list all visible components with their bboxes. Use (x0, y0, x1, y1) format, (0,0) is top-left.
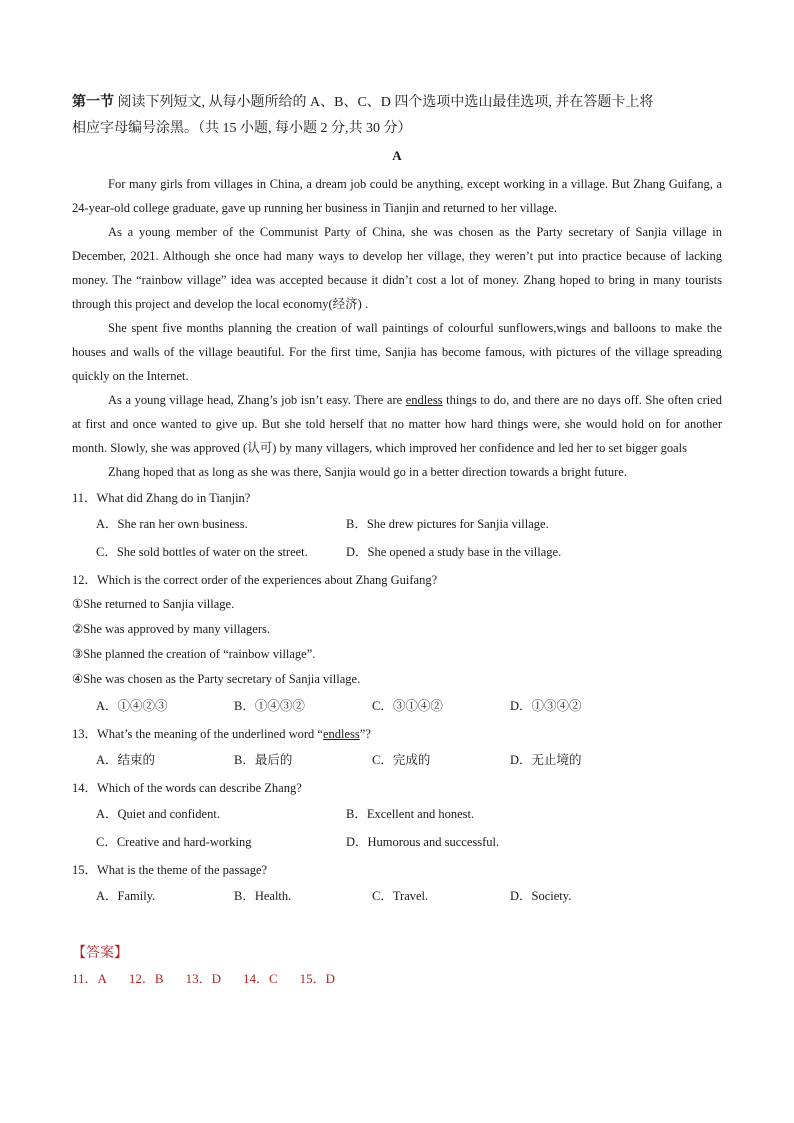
answer-item: 12．B (128, 971, 164, 986)
section-label: 第一节 (72, 95, 114, 110)
p4-text-before: As a young village head, Zhang’s job isn’t easy. There are (108, 393, 406, 407)
q12-option-d[interactable]: D．①③④② (510, 699, 582, 713)
question-13-stem (72, 722, 722, 746)
q13-option-a[interactable]: A．结束的 (96, 753, 156, 767)
passage-letter: A (392, 148, 402, 163)
q15-option-a[interactable]: A．Family. (96, 889, 156, 903)
passage-paragraph-2: As a young member of the Communist Party of China, she was chosen as the Party secretary of Sanjia village in December, 2021. Although she once had many ways to develop her village, they weren’t put into practice because of lacking money. The “rainbow village” idea was accepted because it didn’t cost a lot of money. Zhang hoped to bring in many tourists through this project and develop the local economy(经济) . (72, 225, 722, 311)
q13-stem-after: ”? (359, 727, 371, 741)
q12-event-2: ②She was approved by many villagers. (72, 622, 270, 636)
q11-option-a[interactable]: A．She ran her own business. (96, 517, 248, 531)
q13-option-b[interactable]: B．最后的 (234, 753, 293, 767)
q12-option-c[interactable]: C．③①④② (372, 699, 443, 713)
passage-paragraph-5: Zhang hoped that as long as she was there, Sanjia would go in a better direction towards a bright future. (108, 465, 627, 479)
passage-paragraph-4 (72, 388, 722, 460)
answer-heading: 【答案】 (72, 945, 128, 961)
exam-page (72, 90, 722, 992)
q11-option-d[interactable]: D．She opened a study base in the village. (346, 545, 562, 559)
question-14-options-row-1 (72, 800, 722, 828)
q14-option-a[interactable]: A．Quiet and confident. (96, 807, 220, 821)
q15-option-d[interactable]: D．Society. (510, 889, 572, 903)
answer-item: 11．A (72, 971, 107, 986)
question-13-options (72, 746, 722, 774)
question-12-stem: 12．Which is the correct order of the experiences about Zhang Guifang? (72, 573, 438, 587)
q12-event-3: ③She planned the creation of “rainbow village”. (72, 647, 316, 661)
question-15-stem: 15．What is the theme of the passage? (72, 863, 268, 877)
q13-option-c[interactable]: C．完成的 (372, 753, 431, 767)
q13-stem-before: 13．What’s the meaning of the underlined word “ (72, 727, 323, 741)
q12-option-a[interactable]: A．①④②③ (96, 699, 168, 713)
instruction-line-1: 阅读下列短文, 从每小题所给的 A、B、C、D 四个选项中选山最佳选项, 并在答题卡上将 (114, 95, 654, 110)
section-instruction (72, 90, 722, 142)
question-11-stem: 11．What did Zhang do in Tianjin? (72, 491, 251, 505)
q14-option-c[interactable]: C．Creative and hard-working (96, 835, 252, 849)
p4-text-after: things to do, and there are no days off. She often cried at first and once wanted to give up. But she told herself that no matter how hard things were, she would hold on for another month. Slowly, she was approved (认可) by many villagers, which improved her confidence and led her to set bigger goals (72, 393, 723, 455)
question-15-options (72, 882, 722, 910)
answer-item: 14．C (242, 971, 278, 986)
question-14-options-row-2 (72, 828, 722, 856)
q11-option-b[interactable]: B．She drew pictures for Sanjia village. (346, 517, 549, 531)
q12-event-1: ①She returned to Sanjia village. (72, 597, 235, 611)
q14-option-b[interactable]: B．Excellent and honest. (346, 807, 475, 821)
question-11-options-row-2 (72, 538, 722, 566)
q13-option-d[interactable]: D．无止境的 (510, 753, 582, 767)
q15-option-c[interactable]: C．Travel. (372, 889, 429, 903)
q12-event-4: ④She was chosen as the Party secretary of Sanjia village. (72, 672, 361, 686)
q12-option-b[interactable]: B．①④③② (234, 699, 305, 713)
instruction-line-2: 相应字母编号涂黑。（共 15 小题, 每小题 2 分,共 30 分） (72, 121, 412, 136)
underlined-word: endless (405, 393, 443, 407)
q15-option-b[interactable]: B．Health. (234, 889, 292, 903)
passage-paragraph-3: She spent five months planning the creation of wall paintings of colourful sunflowers,wings and balloons to make the houses and walls of the village beautiful. For the first time, Sanjia has become famous, with pictures of the village spreading quickly on the Internet. (72, 321, 722, 383)
question-14-stem: 14．Which of the words can describe Zhang? (72, 781, 302, 795)
question-12-options (72, 692, 722, 720)
answer-item: 15．D (299, 971, 336, 986)
q13-underlined-word: endless (322, 727, 360, 741)
q14-option-d[interactable]: D．Humorous and successful. (346, 835, 500, 849)
answer-key (72, 966, 722, 992)
passage-paragraph-1: For many girls from villages in China, a dream job could be anything, except working in a village. But Zhang Guifang, a 24-year-old college graduate, gave up running her business in Tianjin and returned to her village. (72, 177, 722, 215)
answer-item: 13．D (185, 971, 221, 986)
q11-option-c[interactable]: C．She sold bottles of water on the street. (96, 545, 308, 559)
question-11-options-row-1 (72, 510, 722, 538)
